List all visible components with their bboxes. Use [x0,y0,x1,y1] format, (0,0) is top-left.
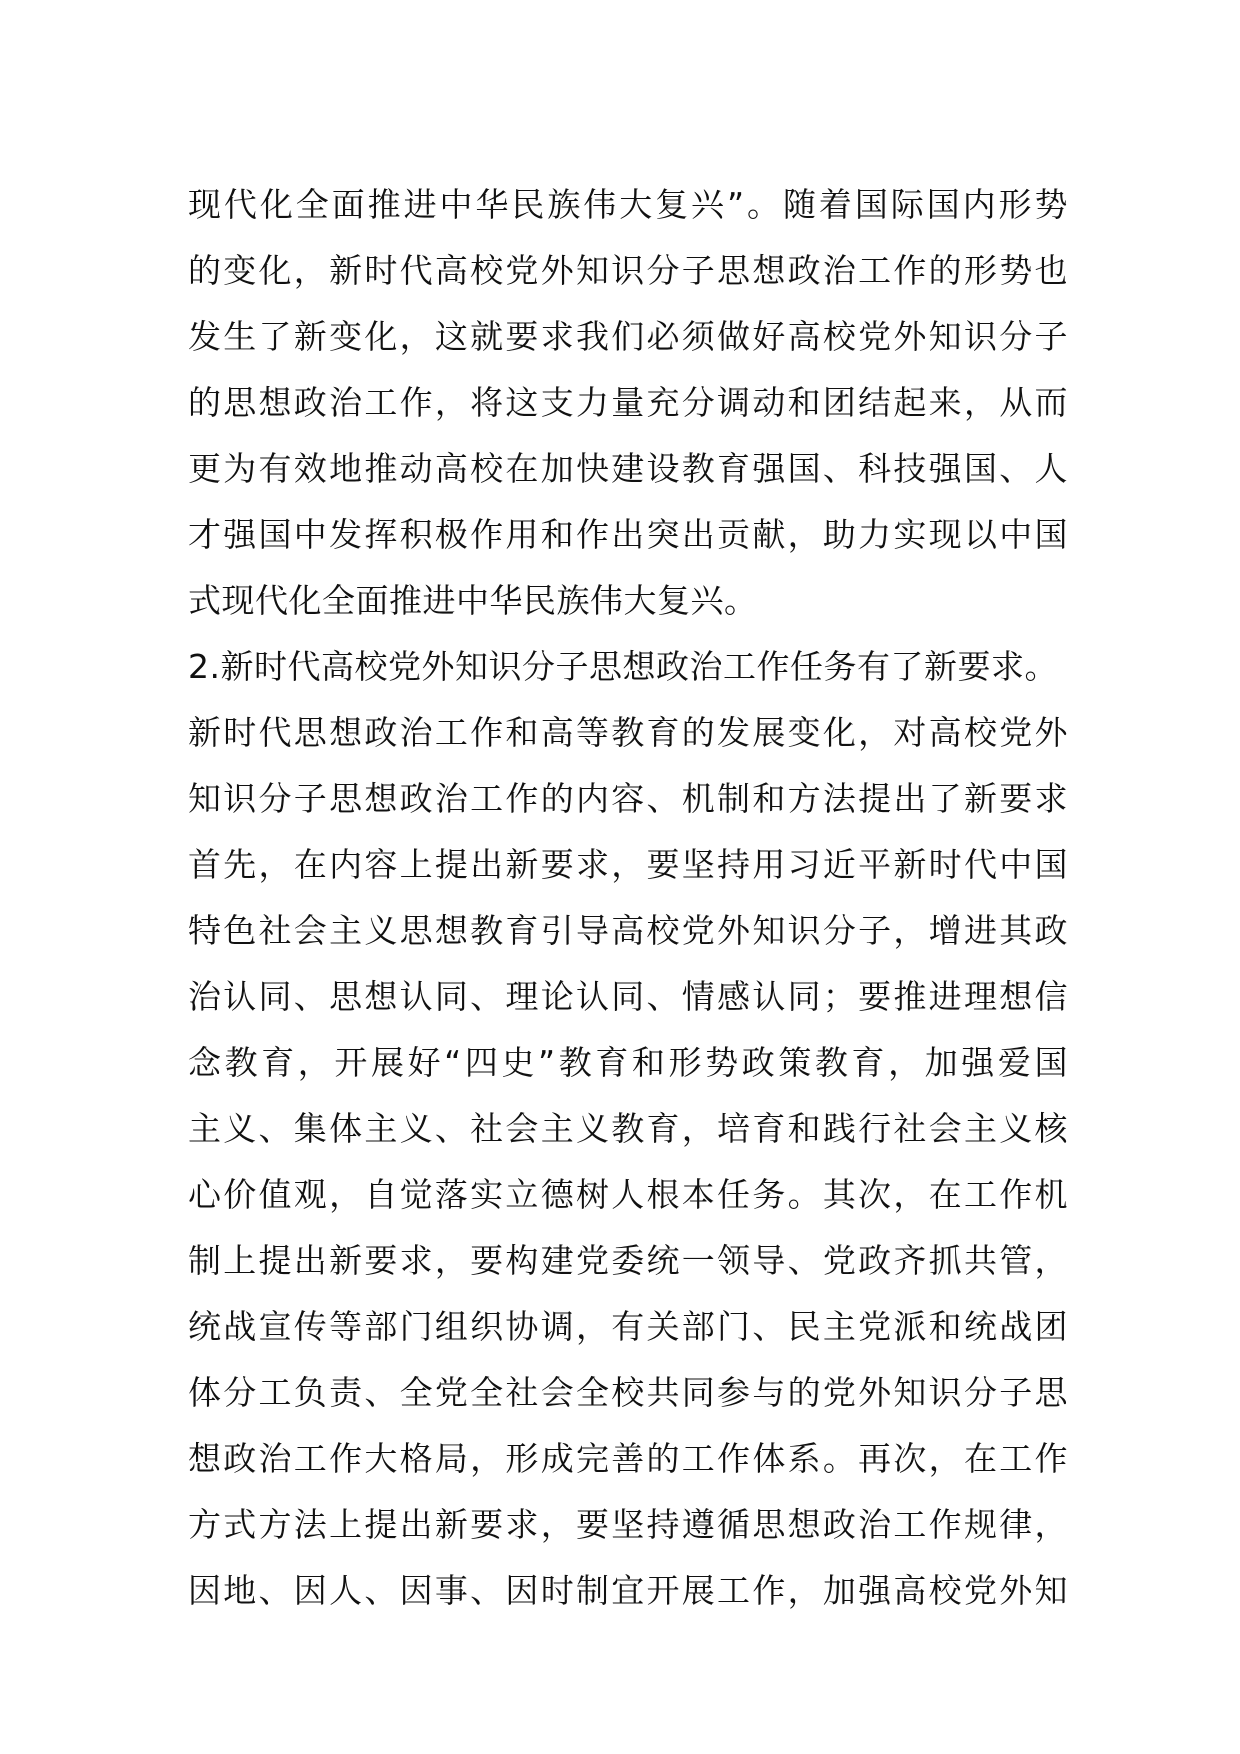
section-heading: 2.新时代高校党外知识分子思想政治工作任务有了新要求。 [188,647,1058,686]
text-line: 现代化全面推进中华民族伟大复兴”。随着国际国内形势 [188,185,1068,224]
text-line: 才强国中发挥积极作用和作出突出贡献，助力实现以中国 [188,515,1068,554]
text-line: 因地、因人、因事、因时制宜开展工作，加强高校党外知 [188,1571,1068,1610]
text-line: 的思想政治工作，将这支力量充分调动和团结起来，从而 [188,383,1068,422]
text-line: 统战宣传等部门组织协调，有关部门、民主党派和统战团 [188,1307,1068,1346]
text-line: 知识分子思想政治工作的内容、机制和方法提出了新要求 [188,779,1068,818]
text-line: 主义、集体主义、社会主义教育，培育和践行社会主义核 [188,1109,1068,1148]
text-line: 心价值观，自觉落实立德树人根本任务。其次，在工作机 [188,1175,1068,1214]
body-text [188,172,1068,1624]
text-line: 想政治工作大格局，形成完善的工作体系。再次，在工作 [188,1439,1068,1478]
text-line: 更为有效地推动高校在加快建设教育强国、科技强国、人 [188,449,1068,488]
text-line: 发生了新变化，这就要求我们必须做好高校党外知识分子 [188,317,1068,356]
text-line: 特色社会主义思想教育引导高校党外知识分子，增进其政 [188,911,1068,950]
text-line: 式现代化全面推进中华民族伟大复兴。 [188,581,758,620]
text-line: 治认同、思想认同、理论认同、情感认同；要推进理想信 [188,977,1068,1016]
text-line: 的变化，新时代高校党外知识分子思想政治工作的形势也 [188,251,1068,290]
text-line: 体分工负责、全党全社会全校共同参与的党外知识分子思 [188,1373,1068,1412]
text-line: 念教育，开展好“四史”教育和形势政策教育，加强爱国 [188,1043,1068,1082]
text-line: 方式方法上提出新要求，要坚持遵循思想政治工作规律， [188,1505,1068,1544]
text-line: 首先，在内容上提出新要求，要坚持用习近平新时代中国 [188,845,1068,884]
text-line: 新时代思想政治工作和高等教育的发展变化，对高校党外 [188,713,1068,752]
text-line: 制上提出新要求，要构建党委统一领导、党政齐抓共管， [188,1241,1068,1280]
